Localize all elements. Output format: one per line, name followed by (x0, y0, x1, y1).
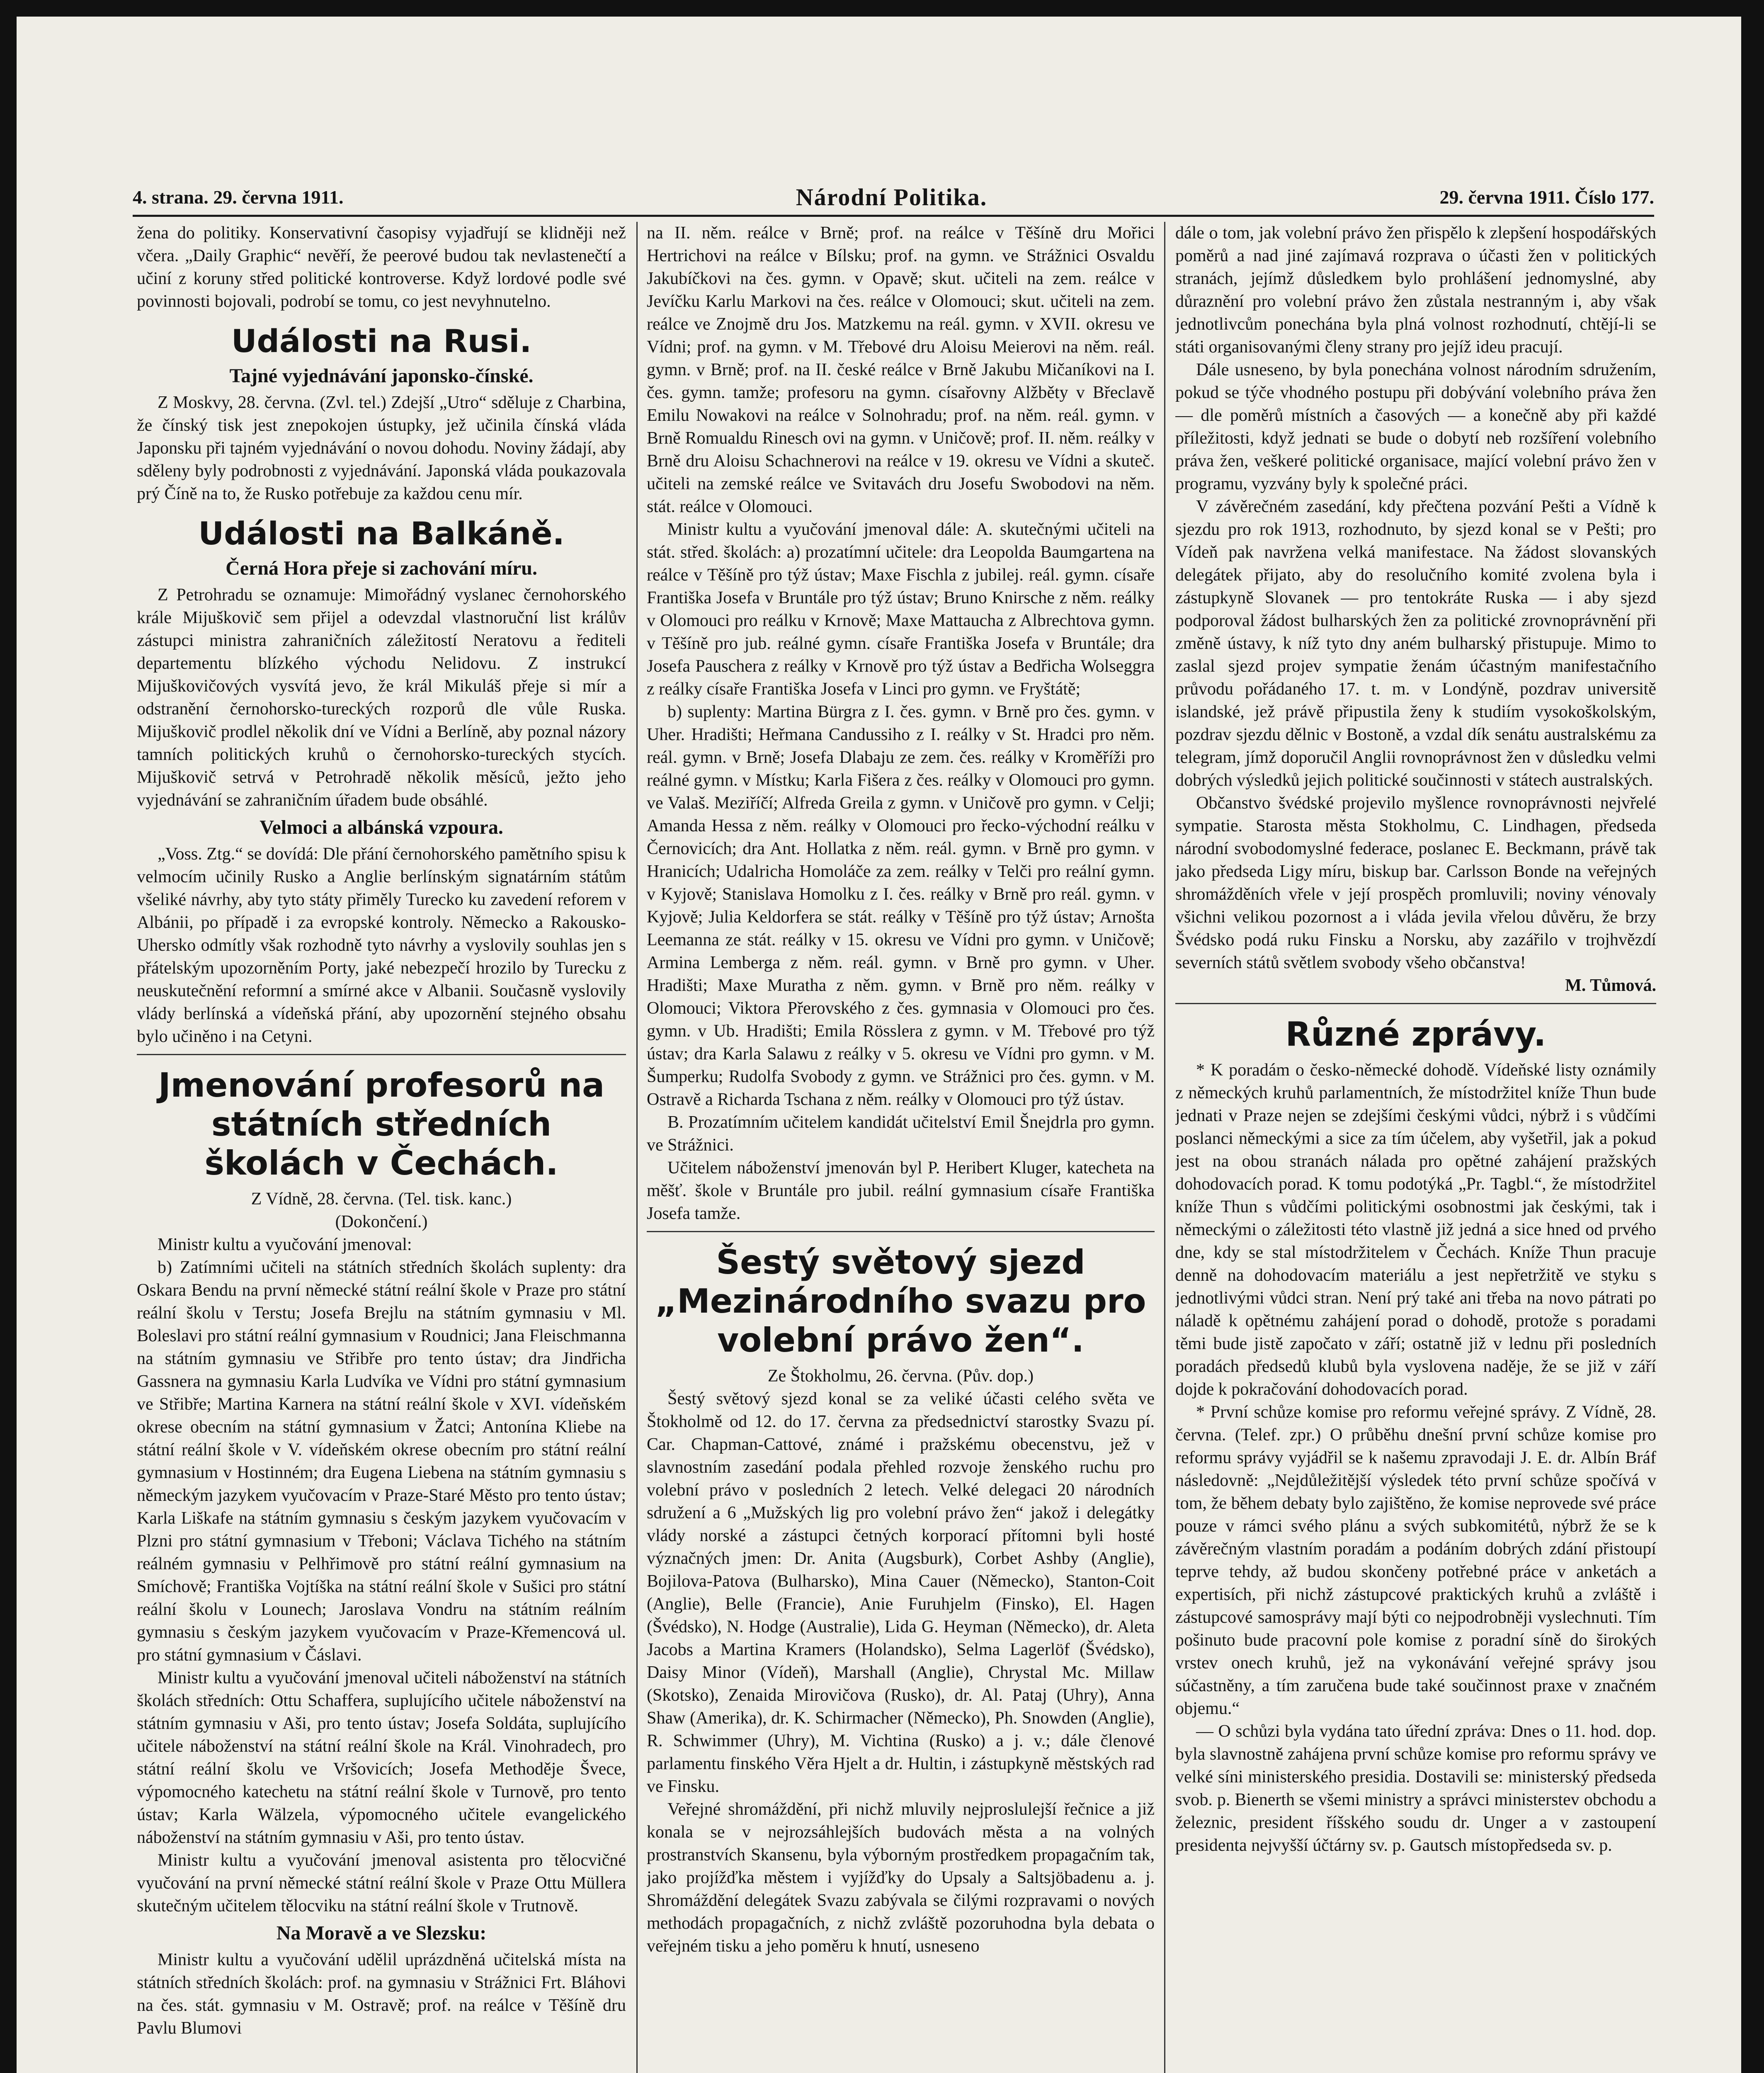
dateline: Ze Štokholmu, 26. června. (Pův. dop.) (767, 1367, 1034, 1386)
article-text: * K poradám o česko-německé dohodě. Vídeňské listy oznámily z německých kruhů parlamentních, že místodržitel kníže Thun bude jednati v Praze nejen se zdejšími českými vůdci, nýbrž i s vůdčími poslanci německými a sice za tím účelem, aby vyšetřil, jak a pokud jest na obou stranách nálada pro opětné zahájení pražských dohodovacích porad. K tomu podotýká „Pr. Tagbl.“, že místodržitel kníže Thun s vůdčími politickými osobnostmi jak českými, tak i německými o záležitosti této vlastně již jedná a sice hned od prvého dne, kdy se stal místodržitelem v Čechách. Kníže Thun pracuje denně na dohodovacím materiálu a jest nepřetržitě ve styku s jednotlivými vůdci stran. Není prý také ani třeba na novo pátrati po náladě k opětnému zahájení porad o dohodě, protože s poradami těmi bude jistě započato v září; ostatně již v lednu při posledních poradách předsedů klubů byla vyslovena naděje, že se již v září dojde k pokračování dohodovacích porad. (1175, 1061, 1656, 1399)
separator (1175, 1003, 1656, 1004)
article-text: Veřejné shromáždění, při nichž mluvily nejproslulejší řečnice a již konala se v nejrozsáhlejších budovách města a na volných prostranstvích Skansenu, byla výborným prostředkem propagačním tak, jako projížďka městem i vyjížďky do Upsaly a Saltsjöbadenu a. j. Shromáždění delegátek Svazu zabývala se čilými rozpravami o nových methodách propagačních, z nichž zvláště pozoruhodna byla debata o veřejném tisku a jeho poměru k hnutí, usneseno (647, 1800, 1155, 1956)
header-date-left: 4. strana. 29. června 1911. (133, 186, 344, 208)
article-text: „Voss. Ztg.“ se dovídá: Dle přání černohorského pamětního spisu k velmocím učinily Rusko a Anglie berlínským signatárním státům všeliké návrhy, aby tyto státy přiměly Turecko ku zavedení reforem v Albánii, po případě i za evropské kontroly. Německo a Rakousko-Uhersko odmítly však rozhodně tyto návrhy a vyslovily souhlas jen s přátelským upozorněním Porty, jaké nebezpečí hrozilo by Turecku z neuskutečnění reformní a smírné akce v Albanii. Současně vyslovily vlády berlínská a vídeňská přání, aby upozornění stejného obsahu bylo učiněno i na Cetyni. (137, 845, 626, 1046)
article-text: Šestý světový sjezd konal se za veliké účasti celého světa ve Štokholmě od 12. do 17. června za předsednictví starostky Svazu pí. Car. Chapman-Cattové, známé i pražskému obecenstvu, jež v slavnostním zasedání podala přehled rozvoje ženského ruchu pro volební právo v posledních 2 letech. Velké delegaci 20 národních sdružení a 6 „Mužských lig pro volební právo žen“ jakož i delegátky vlády norské a zástupci četných korporací přítomni byli hosté význačných jmen: Dr. Anita (Augsburk), Corbet Ashby (Anglie), Bojilova-Patova (Bulharsko), Mina Cauer (Německo), Stanton-Coit (Anglie), Belle (Francie), Anie Furuhjelm (Finsko), El. Hagen (Švédsko), N. Hodge (Australie), Lida G. Heyman (Německo), dr. Aleta Jacobs a Martina Kramers (Holandsko), Selma Lagerlöf (Švédsko), Daisy Minor (Vídeň), Marshall (Anglie), Chrystal Mc. Millaw (Skotsko), Zenaida Mirovičova (Rusko), dr. Al. Pataj (Uhry), Anna Shaw (Amerika), dr. K. Schirmacher (Německo), Ph. Snowden (Anglie), R. Schwimmer (Uhry), M. Vichtina (Rusko) a j. v.; dále členové parlamentu finského Věra Hjelt a dr. Hultin, i zástupkyně městských rad ve Finsku. (647, 1389, 1155, 1796)
newspaper-page (17, 17, 1741, 2073)
dateline: Z Vídně, 28. června. (Tel. tisk. kanc.) (251, 1189, 512, 1209)
separator (137, 1054, 626, 1055)
column-divider (1164, 222, 1165, 2073)
header-date-right: 29. června 1911. Číslo 177. (1439, 186, 1654, 208)
article-text: Učitelem náboženství jmenován byl P. Heribert Kluger, katecheta na měšť. škole v Bruntále pro jubil. reální gymnasium císaře Františka Josefa tamže. (647, 1158, 1155, 1223)
header-rule (133, 215, 1654, 217)
section-heading: Různé zprávy. (1285, 1015, 1546, 1053)
page-header (133, 180, 1654, 214)
masthead: Národní Politika. (796, 183, 988, 211)
article-text: dále o tom, jak volební právo žen přispělo k zlepšení hospodářských poměrů a nad jiné zajímavá rozprava o účasti žen v politických stranách, jejímž důsledkem bylo prohlášení jednomyslné, aby důraznění pro volební právo žen zůstala nestranným i, aby však jednotlivcům ponechána byla plná volnost rozhodnutí, chtějí-li se státi organisovanými členy strany pro jejíž ideu pracují. (1175, 223, 1656, 357)
section-heading: Události na Balkáně. (198, 515, 565, 552)
article-text: * První schůze komise pro reformu veřejné správy. Z Vídně, 28. června. (Telef. zpr.) O průběhu dnešní první schůze komise pro reformu správy vyjádřil se k našemu zpravodaji J. E. dr. Albín Bráf následovně: „Nejdůležitější výsledek této první schůze spočívá v tom, že během debaty bylo zajištěno, že komise neprovede své práce pouze v rámci svého plánu a svých subkomitétů, nýbrž že se k závěrečným vlastním poradám a podáním dobrých zdání přistoupí teprve tehdy, až budou skončeny potřebné práce v anketách a expertisích, při nichž zástupcové praktických kruhů a zvláště i zástupcové samosprávy mají býti co nejpodrobněji vyslechnuti. Tím pošinuto bude pracovní pole komise z poradní síně do širokých vrstev onech kruhů, jež na vykonávání veřejné správy jsou súčastněny, a tím zaručena bude také součinnost praxe v značném objemu.“ (1175, 1403, 1656, 1718)
article-text: — O schůzi byla vydána tato úřední zpráva: Dnes o 11. hod. dop. byla slavnostně zahájena první schůze komise pro reformu správy ve velké síni ministerského presidia. Dostavili se: ministerský předseda svob. p. Bienerth se všemi ministry a správci ministerstev obchodu a železnic, president říšského soudu dr. Unger a v zastoupení presidenta nejvyšší účtárny sv. p. Gautsch místopředseda sv. p. (1175, 1722, 1656, 1855)
article-text: Z Petrohradu se oznamuje: Mimořádný vyslanec černohorského krále Mijuškovič sem přijel a odevzdal vlastnoruční list králův zástupci ministra zahraničních záležitostí Neratovu a řediteli departementu blízkého východu Nelidovu. Z instrukcí Mijuškovičových vysvítá jevo, že král Mikuláš přeje si mír a odstranění černohorsko-tureckých rozporů dle vůle Ruska. Mijuškovič prodlel několik dní ve Vídni a Berlíně, aby poznal názory tamních politických kruhů o černohorsko-tureckých stycích. Mijuškovič setrvá v Petrohradě několik měsíců, ježto jeho vyjednávání se zahraničním úřadem bude obsáhlé. (137, 585, 626, 810)
column-3 (1175, 222, 1656, 2073)
article-text: Dále usneseno, by byla ponechána volnost národním sdružením, pokud se týče vhodného postupu při dobývání volebního práva žen — dle poměrů místních a časových — a konečně aby při každé příležitosti, když jednati se bude o dobytí neb rozšíření volebního práva žen, veškeré politické organisace, mající volební právo žen v programu, vyzvány byly k společné práci. (1175, 360, 1656, 493)
article-text: b) suplenty: Martina Bürgra z I. čes. gymn. v Brně pro čes. gymn. v Uher. Hradišti; Heřmana Candussiho z I. reálky v St. Hradci pro něm. reál. gymn. v Brně; Josefa Dlabaju ze zem. čes. reálky v Kroměříži pro reálné gymn. v Místku; Karla Fišera z čes. reálky v Olomouci pro gymn. ve Valaš. Meziříčí; Alfreda Greila z gymn. v Uničově pro gymn. v Celji; Amanda Hessa z něm. reálky v Olomouci pro řecko-východní reálku v Černovicích; dra Ant. Hollatka z něm. reál. gymn. v Brně pro gymn. v Hranicích; Udalricha Homoláče za zem. reálky v Telči pro reální gymn. v Kyjově; Stanislava Homolku z I. čes. reálky v Brně pro reál. gymn. v Kyjově; Julia Keldorfera se stát. reálky v Těšíně pro týž ústav; Arnošta Leemanna ze stát. reálky v 15. okresu ve Vídni pro gymn. v Uničově; Armina Lemberga z něm. reál. gymn. v Brně pro gymn. v Uher. Hradišti; Maxe Muratha z něm. gymn. v Brně pro něm. reálky v Olomouci; Viktora Přerovského z čes. gymnasia v Olomouci pro čes. gymn. v Ub. Hradišti; Emila Rösslera z gymn. v M. Třebové pro týž ústav; dra Karla Salawu z reálky v 5. okresu ve Vídni pro gymn. v M. Šumperku; Rudolfa Svobody z gymn. ve Strážnici pro čes. gymn. v M. Ostravě a Richarda Tschana z něm. reálky v Olomouci pro týž ústav. (647, 702, 1155, 1109)
article-text: Ministr kultu a vyučování udělil uprázdněná učitelská místa na státních středních školách: prof. na gymnasiu v Strážnici Frt. Bláhovi na čes. stát. gymnasiu v M. Ostravě; prof. na reálce v Těšíně dru Pavlu Blumovi (137, 1950, 626, 2038)
column-2 (647, 222, 1155, 2073)
article-text: B. Prozatímním učitelem kandidát učitelství Emil Šnejdrla pro gymn. ve Strážnici. (647, 1113, 1155, 1155)
column-divider (636, 222, 638, 2073)
article-headline: Jmenování profesorů na státních středních školách v Čechách. (158, 1066, 605, 1182)
continued-note: (Dokončení.) (335, 1212, 428, 1231)
subheading: Na Moravě a ve Slezsku: (276, 1922, 487, 1944)
article-text: žena do politiky. Konservativní časopisy vyjadřují se klidněji než včera. „Daily Graphic“ nevěří, že peerové budou tak nevlastenečtí a učiní z koruny střed politické kontroverse. Když lordové podle své povinnosti bojovali, podrobí se tomu, co jest nevyhnutelno. (137, 223, 626, 311)
article-text: b) Zatímními učiteli na státních středních školách suplenty: dra Oskara Bendu na první německé státní reální škole v Praze pro státní reální školu v Terstu; Josefa Brejlu na státním gymnasiu v Ml. Boleslavi pro státní reální gymnasium v Roudnici; Jana Fleischmanna na státním gymnasiu ve Střibře pro tento ústav; dra Jindřicha Gassnera na gymnasiu Karla Ludvíka ve Vídni pro státní gymnasium ve Střibře; Martina Karnera na státní reální škole v XVI. vídeňském okrese obecním na státní gymnasium v Žatci; Antonína Kliebe na státní reální škole v V. vídeňském okrese obecním pro státní reální gymnasium v Hostinném; dra Eugena Liebena na státním gymnasiu s německým jazykem vyučovacím v Praze-Staré Město pro tento ústav; Karla Liškafe na státním gymnasiu s českým jazykem vyučovacím v Plzni pro státní gymnasium v Třeboni; Václava Tichého na státním reálném gymnasiu v Pelhřimově pro státní reální gymnasium na Smíchově; Františka Vojtíška na státní reální škole v Sušici pro státní reální školu v Lounech; Jaroslava Vondru na státním reálním gymnasiu s českým jazykem vyučovacím v Praze-Křemencová ul. pro státní gymnasium v Čáslavi. (137, 1258, 626, 1665)
article-text: Ministr kultu a vyučování jmenoval: (158, 1235, 412, 1254)
article-text: Ministr kultu a vyučování jmenoval dále: A. skutečnými učiteli na stát. střed. školách: a) prozatímní učitele: dra Leopolda Baumgartena na reálce v Těšíně pro týž ústav; Maxe Fischla z jubilej. reál. gymn. císaře Františka Josefa v Bruntále pro týž ústav; Bruno Knirsche z něm. reálky v Olomouci pro reálku v Krnově; Maxe Mattaucha z Albrechtova gymn. v Těšíně pro jub. reálné gymn. císaře Františka Josefa v Bruntále; dra Josefa Pauschera z reálky v Krnově pro týž ústav a Bedřicha Wolseggra z reálky císaře Františka Josefa v Linci pro gymn. ve Fryštátě; (647, 520, 1155, 699)
section-heading: Události na Rusi. (231, 323, 532, 359)
column-1 (137, 222, 626, 2073)
subheading: Tajné vyjednávání japonsko-čínské. (229, 365, 534, 387)
subheading: Velmoci a albánská vzpoura. (260, 816, 503, 838)
article-text: Z Moskvy, 28. června. (Zvl. tel.) Zdejší „Utro“ sděluje z Charbina, že čínský tisk jest znepokojen ústupky, jež učinila čínská vláda Japonsku při tajném vyjednávání o novou dohodu. Noviny žádají, aby sděleny byly podrobnosti z vyjednávání. Japonská vláda poukazovala prý Číně na to, že Rusko potřebuje za každou cenu mír. (137, 393, 626, 503)
author-signature: M. Tůmová. (1565, 976, 1656, 995)
article-text: V závěrečném zasedání, kdy přečtena pozvání Pešti a Vídně k sjezdu pro rok 1913, rozhodnuto, by sjezd konal se v Pešti; pro Vídeň pak navržena velká manifestace. Na žádost slovanských delegátek přijato, aby do resolučního komité zvolena byla i zástupkyně Slovanek — pro tentokráte Ruska — i aby sjezd podporoval žádost bulharských žen za politické zrovnoprávnění při změně ústavy, k níž tyto dny aném bulharský přistupuje. Mimo to zaslal sjezd projev sympatie ženám účastným manifestačního průvodu pořádaného 17. t. m. v Londýně, pozdrav universitě islandské, jež právě připustila ženy k studiím vysokoškolským, pozdrav sjezdu dělnic v Bostoně, a vzdal dík senátu australskému za telegram, jímž doporučil Anglii rovnoprávnost žen v důsledku velmi dobrých výsledků jejich politické součinnosti v státech australských. (1175, 497, 1656, 790)
article-text: Ministr kultu a vyučování jmenoval asistenta pro tělocvičné vyučování na první německé státní reální škole v Praze Ottu Müllera skutečným učitelem tělocviku na státní reální škole v Trutnově. (137, 1851, 626, 1915)
article-headline: Šestý světový sjezd „Mezinárodního svazu pro volební právo žen“. (655, 1243, 1146, 1359)
subheading: Černá Hora přeje si zachování míru. (226, 557, 537, 579)
article-text: na II. něm. reálce v Brně; prof. na reálce v Těšíně dru Mořici Hertrichovi na reálce v Bílsku; prof. na gymn. ve Strážnici Osvaldu Jakubíčkovi na čes. gymn. v Opavě; skut. učiteli na zem. reálce v Jevíčku Karlu Markovi na čes. reálce v Olomouci; skut. učiteli na zem. reálce ve Znojmě dru Jos. Matzkemu na reál. gymn. v XVII. okresu ve Vídni; prof. na gymn. v M. Třebové dru Aloisu Meierovi na něm. reál. gymn. v Brně; prof. na II. české reálce v Brně Jakubu Mičaníkovi na I. čes. gymn. tamže; profesoru na gymn. císařovny Alžběty v Břeclavě Emilu Nowakovi na reálce v Solnohradu; prof. na něm. reál. gymn. v Brně Romualdu Rinesch ovi na gymn. v Uničově; prof. II. něm. reálky v Brně dru Aloisu Schachnerovi na reálce v 19. okresu ve Vídni a skuteč. učiteli na zemské reálce ve Svitavách dru Josefu Swobodovi na něm. stát. reálce v Olomouci. (647, 223, 1155, 516)
article-text: Ministr kultu a vyučování jmenoval učiteli náboženství na státních školách středních: Ottu Schaffera, suplujícího učitele náboženství na státním gymnasiu v Aši, pro tento ústav; Josefa Soldáta, suplujícího učitele náboženství na státní reální škole na Král. Vinohradech, pro státní reální školu ve Vršovicích; Josefa Methoděje Švece, výpomocného katechetu na státní reální škole v Turnově, pro tento ústav; Karla Wälzela, výpomocného učitele evangelického náboženství na státním gymnasiu v Aši, pro tento ústav. (137, 1668, 626, 1847)
separator (647, 1231, 1155, 1232)
article-text: Občanstvo švédské projevilo myšlence rovnoprávnosti nejvřelé sympatie. Starosta města Stokholmu, C. Lindhagen, předseda národní svobodomyslné federace, poslanec E. Beckmann, právě tak jako předseda Ligy míru, biskup bar. Carlsson Bonde na veřejných shromážděních vřele v její prospěch promluvili; noviny vénovaly všichni velikou pozornost a i vláda jevila vřelou důvěru, že brzy Švédsko podá ruku Finsku a Norsku, aby zazářilo v trojhvězdí severních států světlem svobody všeho občanstva! (1175, 794, 1656, 972)
